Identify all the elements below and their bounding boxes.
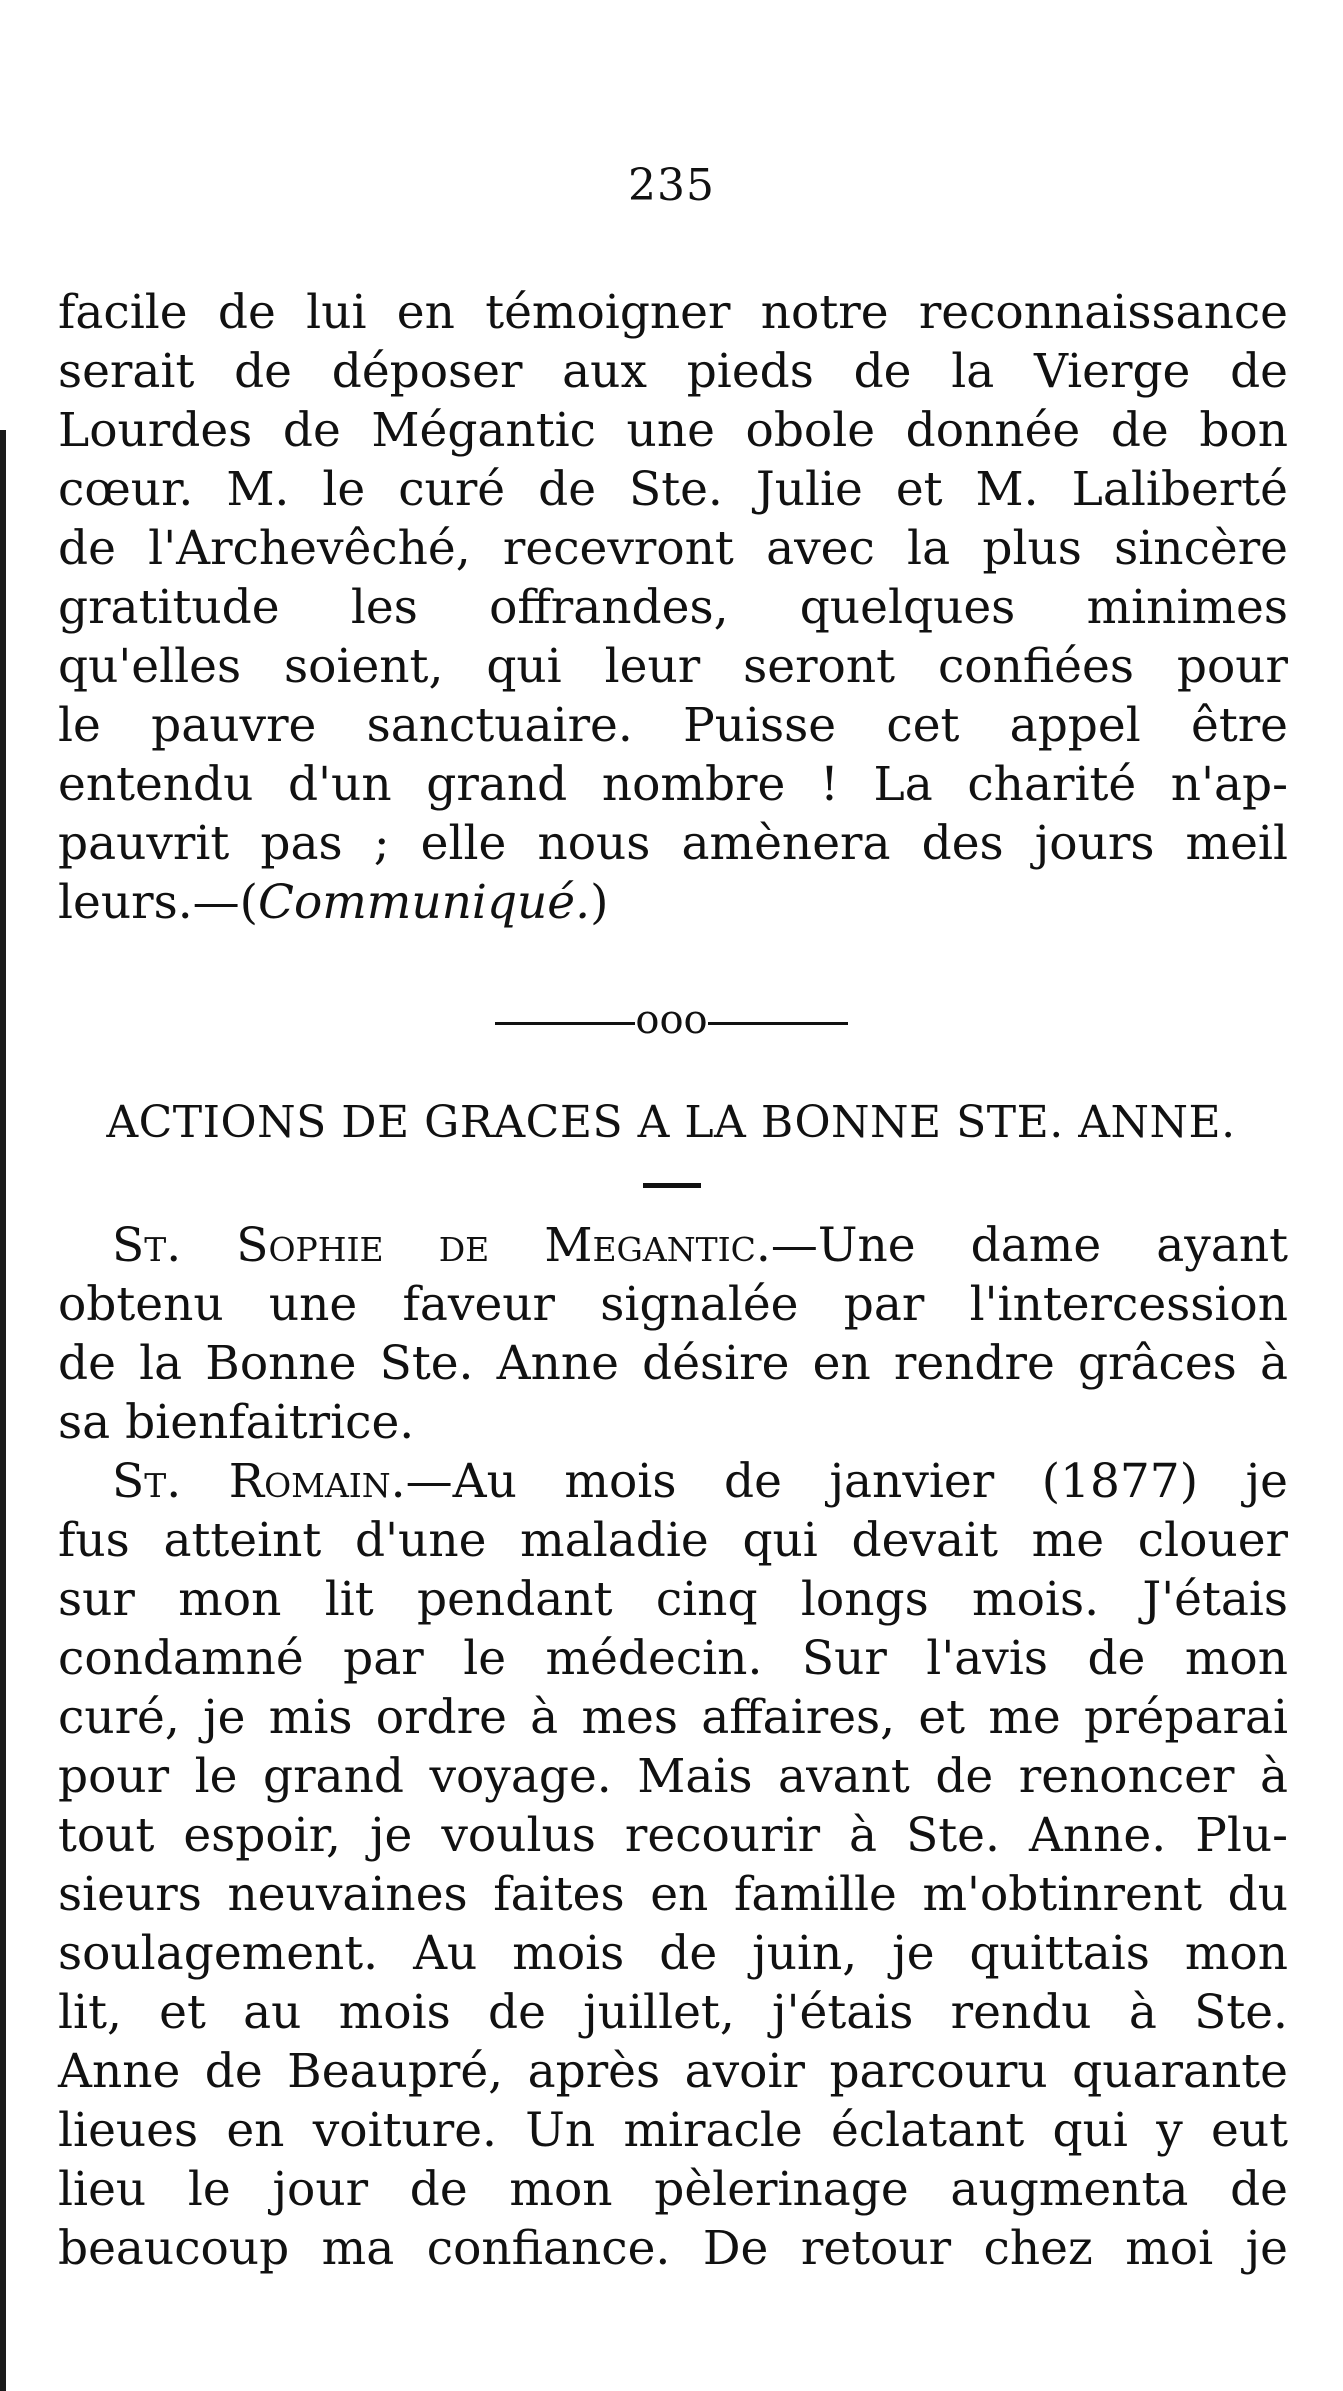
text-line: serait de déposer aux pieds de la Vierge de xyxy=(58,344,1288,399)
text-line: sieurs neuvaines faites en famille m'obtinrent du xyxy=(58,1867,1288,1922)
text-line: Anne de Beaupré, après avoir parcouru quarante xyxy=(58,2044,1288,2099)
text-line: qu'elles soient, qui leur seront confiées pour xyxy=(58,639,1288,694)
text-line-last xyxy=(58,873,1288,932)
section-separator xyxy=(0,997,1343,1043)
text-line: gratitude les offrandes, quelques minimes xyxy=(58,580,1288,635)
text-fragment: leurs.—( xyxy=(58,875,258,930)
title-rule xyxy=(643,1183,701,1188)
text-line: condamné par le médecin. Sur l'avis de mon xyxy=(58,1631,1288,1686)
text-line: facile de lui en témoigner notre reconnaissance xyxy=(58,285,1288,340)
text-line: pour le grand voyage. Mais avant de renoncer à xyxy=(58,1749,1288,1804)
text-line xyxy=(58,1452,1288,1511)
text-line: pauvrit pas ; elle nous amènera des jours meil xyxy=(58,816,1288,871)
text-line: cœur. M. le curé de Ste. Julie et M. Laliberté xyxy=(58,462,1288,517)
entry-st-romain xyxy=(58,1452,1288,2278)
text-fragment: ) xyxy=(590,875,609,930)
text-line: le pauvre sanctuaire. Puisse cet appel être xyxy=(58,698,1288,753)
text-line-last: sa bienfaitrice. xyxy=(58,1395,415,1450)
separator-dash-right xyxy=(708,1022,848,1025)
entry-place: St. Sophie de Megantic. xyxy=(112,1218,771,1273)
entry-place: St. Romain. xyxy=(112,1454,406,1509)
text-line: tout espoir, je voulus recourir à Ste. Anne. Plu- xyxy=(58,1808,1288,1863)
paragraph-communique xyxy=(58,283,1288,932)
separator-ornament: ooo xyxy=(635,997,708,1043)
communique-italic: Communiqué. xyxy=(257,875,591,930)
text-line: lieues en voiture. Un miracle éclatant qui y eut xyxy=(58,2103,1288,2158)
text-line: lit, et au mois de juillet, j'étais rendu à Ste. xyxy=(58,1985,1288,2040)
text-line: de l'Archevêché, recevront avec la plus sincère xyxy=(58,521,1288,576)
text-line: entendu d'un grand nombre ! La charité n'ap- xyxy=(58,757,1288,812)
text-line: obtenu une faveur signalée par l'intercession xyxy=(58,1277,1288,1332)
text-fragment: —Au mois de janvier (1877) je xyxy=(405,1454,1288,1509)
text-line: lieu le jour de mon pèlerinage augmenta de xyxy=(58,2162,1288,2217)
text-line: curé, je mis ordre à mes affaires, et me préparai xyxy=(58,1690,1288,1745)
text-fragment: —Une dame ayant xyxy=(770,1218,1288,1273)
text-line: fus atteint d'une maladie qui devait me clouer xyxy=(58,1513,1288,1568)
text-line: Lourdes de Mégantic une obole donnée de bon xyxy=(58,403,1288,458)
section-title: ACTIONS DE GRACES A LA BONNE STE. ANNE. xyxy=(106,1097,1236,1148)
page-number: 235 xyxy=(628,160,715,211)
text-line: beaucoup ma confiance. De retour chez moi je xyxy=(58,2221,1288,2276)
text-line: sur mon lit pendant cinq longs mois. J'étais xyxy=(58,1572,1288,1627)
entry-ste-sophie xyxy=(58,1216,1288,1452)
separator-dash-left xyxy=(495,1022,635,1025)
text-line: soulagement. Au mois de juin, je quittais mon xyxy=(58,1926,1288,1981)
page-edge-rule xyxy=(0,430,6,2391)
text-line: de la Bonne Ste. Anne désire en rendre grâces à xyxy=(58,1336,1288,1391)
text-line xyxy=(58,1216,1288,1275)
